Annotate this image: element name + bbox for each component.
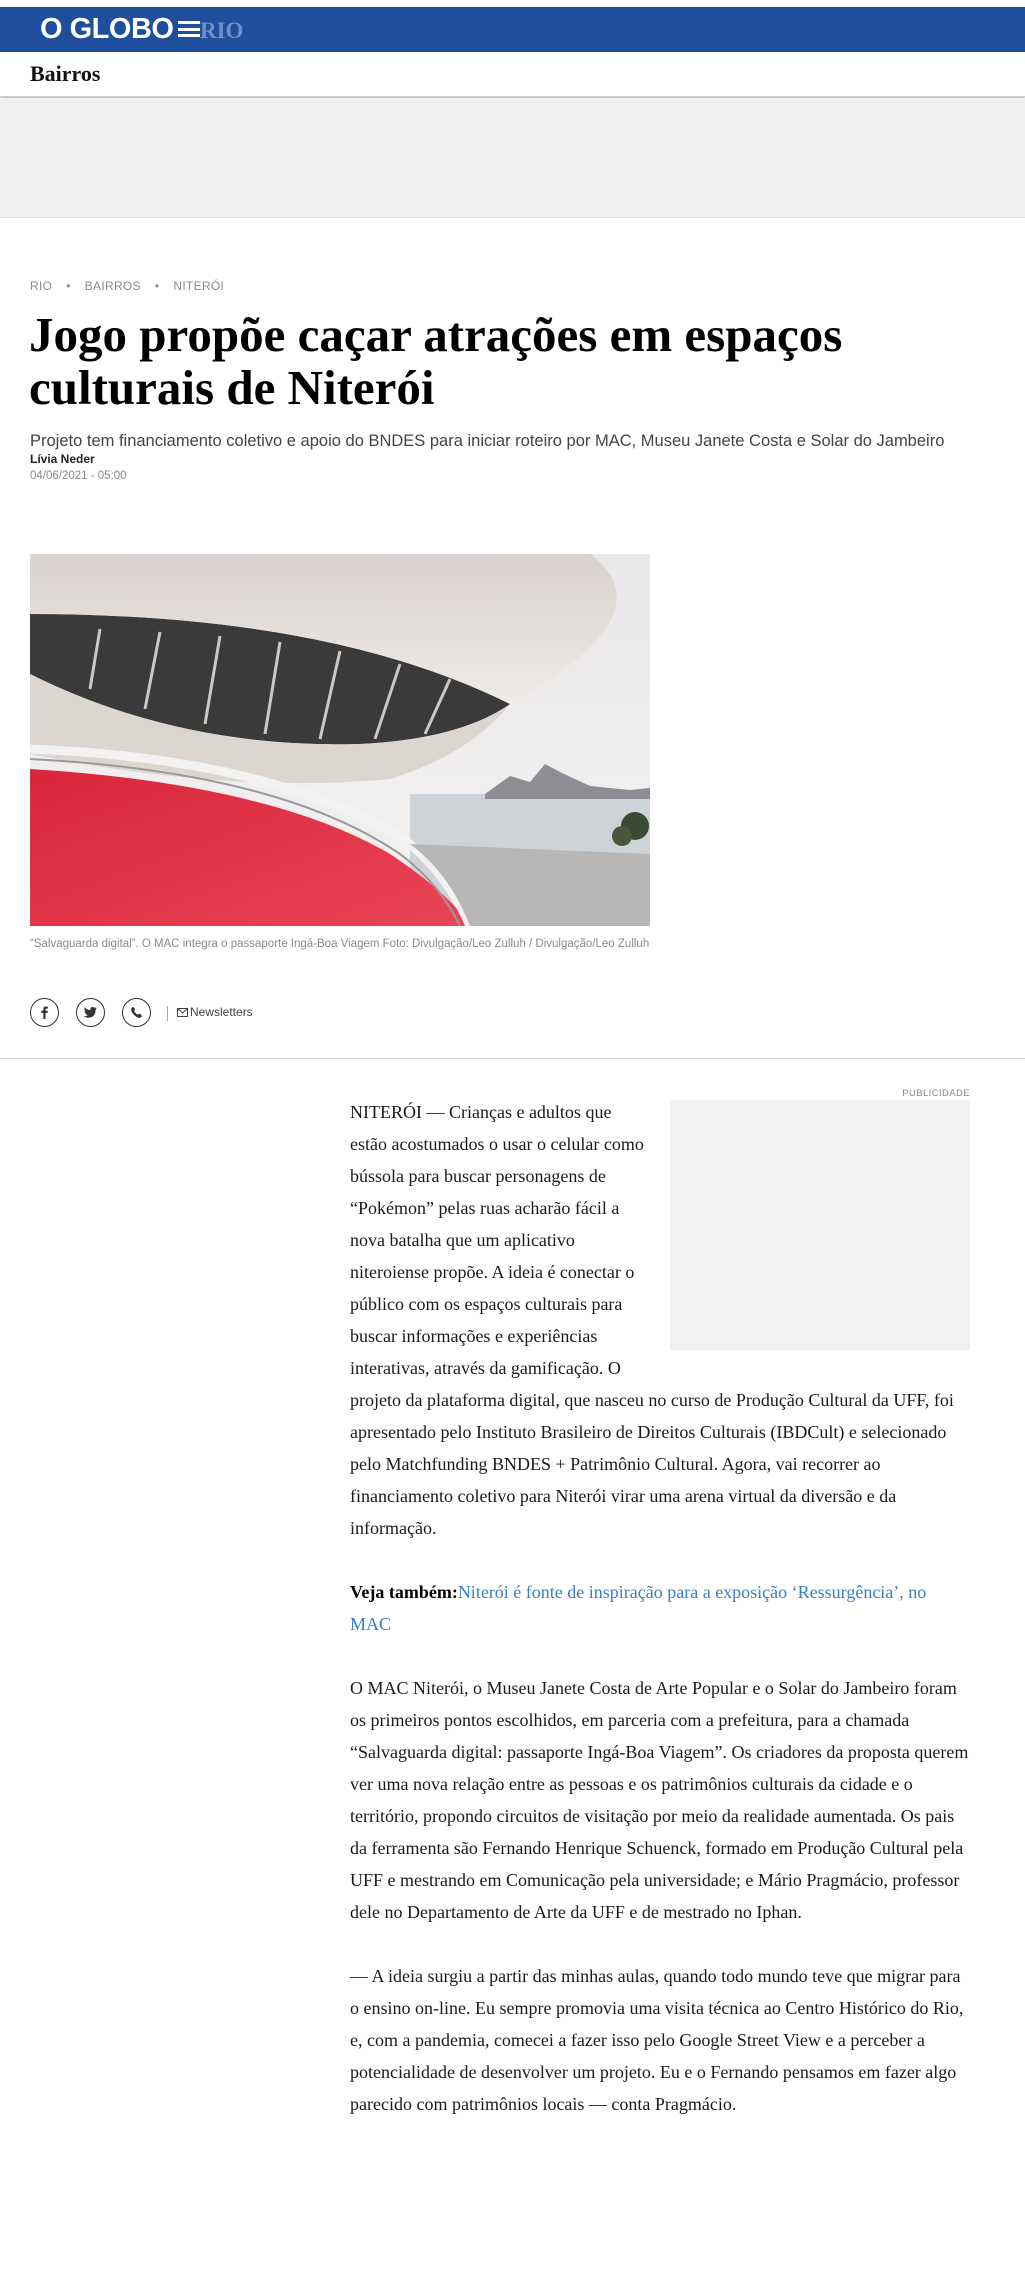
article-author: Lívia Neder <box>30 452 95 466</box>
breadcrumb-item-bairros[interactable]: BAIRROS <box>84 279 141 293</box>
facebook-icon <box>37 1005 52 1020</box>
article-date: 04/06/2021 - 05:00 <box>30 470 127 482</box>
article-paragraph: — A ideia surgiu a partir das minhas aulas, quando todo mundo teve que migrar para o ensino on-line. Eu sempre promovia uma visita técnica ao Centro Histórico do Rio, e, com a pandemia, comecei a fazer isso pelo Google Street View e a perceber a potencialidade de desenvolver um projeto. Eu e o Fernando pensamos em fazer algo parecido com patrimônios locais — conta Pragmácio. <box>350 1966 964 2114</box>
breadcrumb-separator: • <box>154 279 160 293</box>
breadcrumb <box>30 279 224 293</box>
whatsapp-share-button[interactable] <box>122 998 151 1027</box>
breadcrumb-item-niteroi[interactable]: NITERÓI <box>173 279 225 293</box>
breadcrumb-separator: • <box>66 279 71 293</box>
twitter-share-button[interactable] <box>76 998 105 1027</box>
see-also-link[interactable]: Niterói é fonte de inspiração para a exposição ‘Ressurgência’, no MAC <box>350 1582 927 1634</box>
share-divider <box>167 1006 168 1021</box>
image-caption: “Salvaguarda digital”. O MAC integra o passaporte Ingá-Boa Viagem Foto: Divulgação/Leo Zulluh / Divulgação/Leo Zulluh <box>30 938 650 950</box>
subsection-title[interactable]: Bairros <box>30 61 101 86</box>
section-divider <box>0 1058 1025 1059</box>
see-also <box>350 1576 970 1640</box>
article-headline: Jogo propõe caçar atrações em espaços culturais de Niterói <box>29 307 843 415</box>
article-paragraph: O MAC Niterói, o Museu Janete Costa de Arte Popular e o Solar do Jambeiro foram os primeiros pontos escolhidos, em parceria com a prefeitura, para a chamada “Salvaguarda digital: passaporte Ingá-Boa Viagem”. Os criadores da proposta querem ver uma nova relação entre as pessoas e os patrimônios culturais da cidade e o território, propondo circuitos de visitação por meio da realidade aumentada. Os pais da ferramenta são Fernando Henrique Schuenck, formado em Produção Cultural pela UFF e mestrando em Comunicação pela universidade; e Mário Pragmácio, professor dele no Departamento de Arte da UFF e de mestrado no Iphan. <box>350 1678 969 1922</box>
facebook-share-button[interactable] <box>30 998 59 1027</box>
ad-float-space <box>650 1096 970 1358</box>
top-navbar <box>0 7 1025 52</box>
twitter-icon <box>83 1005 98 1020</box>
whatsapp-icon <box>129 1005 144 1020</box>
section-name[interactable]: RIO <box>200 18 244 43</box>
breadcrumb-item-rio[interactable]: RIO <box>30 279 53 293</box>
article-paragraph: NITERÓI — Crianças e adultos que estão acostumados o usar o celular como bússola para buscar personagens de “Pokémon” pelas ruas acharão fácil a nova batalha que um aplicativo niteroiense propõe. A ideia é conectar o público com os espaços culturais para buscar informações e experiências interativas, através da gamificação. O projeto da plataforma digital, que nasceu no curso de Produção Cultural da UFF, foi apresentado pelo Instituto Brasileiro de Direitos Culturais (IBDCult) e selecionado pelo Matchfunding BNDES + Patrimônio Cultural. Agora, vai recorrer ao financiamento coletivo para Niterói virar uma arena virtual da diversão e da informação. <box>350 1102 954 1538</box>
newsletter-link[interactable] <box>177 1005 253 1019</box>
article-body <box>350 1096 970 2152</box>
ad-label: PUBLICIDADE <box>902 1088 970 1099</box>
newsletter-label: Newsletters <box>190 1005 253 1019</box>
subsection-bar <box>0 52 1025 97</box>
mail-icon <box>177 1008 188 1017</box>
article-subtitle: Projeto tem financiamento coletivo e apoio do BNDES para iniciar roteiro por MAC, Museu Janete Costa e Solar do Jambeiro <box>30 432 945 450</box>
o-globo-logo[interactable]: O GLOBO <box>40 13 174 45</box>
top-ad-banner <box>0 98 1025 218</box>
hamburger-menu-icon[interactable] <box>178 21 200 37</box>
article-main-image[interactable] <box>30 554 650 926</box>
see-also-label: Veja também: <box>350 1582 458 1602</box>
